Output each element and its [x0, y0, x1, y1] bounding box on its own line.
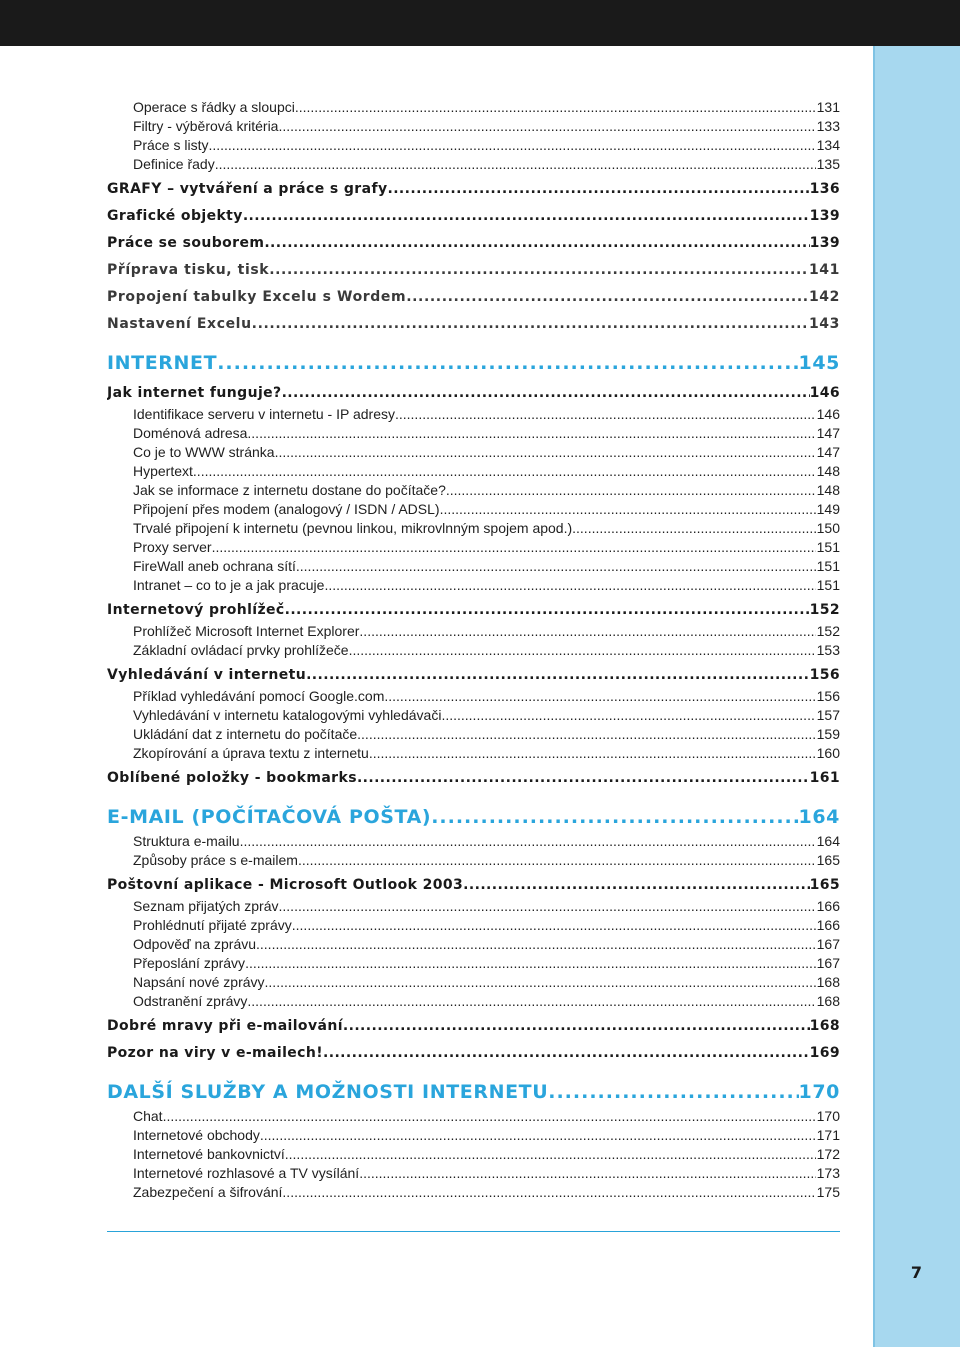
toc-dot-leader — [357, 766, 810, 790]
toc-entry-sub[interactable] — [107, 481, 840, 500]
toc-entry-page: 170 — [816, 1108, 840, 1124]
toc-entry-title: Prohlížeč Microsoft Internet Explorer — [133, 623, 360, 639]
toc-entry-sub[interactable] — [107, 576, 840, 595]
toc-entry-title: Zabezpečení a šifrování — [133, 1184, 283, 1200]
toc-entry-page: 139 — [810, 231, 840, 255]
toc-dot-leader — [163, 1107, 816, 1126]
toc-entry-title: Struktura e-mailu — [133, 833, 240, 849]
toc-entry-page: 172 — [816, 1146, 840, 1162]
toc-dot-leader — [247, 992, 815, 1011]
toc-entry-big[interactable] — [107, 348, 840, 378]
toc-entry-page: 167 — [816, 955, 840, 971]
toc-entry-page: 136 — [810, 177, 840, 201]
toc-entry-sub[interactable] — [107, 725, 840, 744]
toc-entry-page: 153 — [816, 642, 840, 658]
toc-dot-leader — [359, 1164, 815, 1183]
toc-entry-page: 173 — [816, 1165, 840, 1181]
toc-entry-title: Jak internet funguje? — [107, 381, 282, 405]
toc-entry-title: Zkopírování a úprava textu z internetu — [133, 745, 369, 761]
toc-entry-sub[interactable] — [107, 744, 840, 763]
toc-entry-page: 165 — [810, 873, 840, 897]
toc-entry-title: GRAFY – vytváření a práce s grafy — [107, 177, 387, 201]
toc-entry-sec[interactable] — [107, 231, 840, 255]
toc-entry-sec[interactable] — [107, 204, 840, 228]
toc-entry-page: 133 — [816, 118, 840, 134]
toc-dot-leader — [298, 851, 816, 870]
toc-dot-leader — [296, 557, 816, 576]
toc-entry-title: Internetové obchody — [133, 1127, 260, 1143]
toc-entry-title: Práce se souborem — [107, 231, 264, 255]
toc-entry-sec[interactable] — [107, 312, 840, 336]
toc-entry-title: Grafické objekty — [107, 204, 243, 228]
toc-entry-sec[interactable] — [107, 598, 840, 622]
toc-dot-leader — [279, 897, 816, 916]
toc-entry-sub[interactable] — [107, 706, 840, 725]
toc-entry-sec[interactable] — [107, 285, 840, 309]
toc-dot-leader — [260, 1126, 816, 1145]
toc-dot-leader — [440, 500, 816, 519]
toc-dot-leader — [357, 725, 815, 744]
toc-dot-leader — [406, 285, 809, 309]
toc-entry-big[interactable] — [107, 802, 840, 832]
toc-entry-title: Nastavení Excelu — [107, 312, 252, 336]
toc-entry-page: 147 — [816, 444, 840, 460]
toc-entry-title: Identifikace serveru v internetu - IP adresy — [133, 406, 395, 422]
toc-entry-sec[interactable] — [107, 663, 840, 687]
toc-entry-title: Internetové rozhlasové a TV vysílání — [133, 1165, 360, 1181]
toc-dot-leader — [323, 1041, 810, 1065]
toc-dot-leader — [247, 424, 815, 443]
toc-dot-leader — [395, 405, 816, 424]
toc-entry-page: 166 — [816, 898, 840, 914]
toc-entry-sub[interactable] — [107, 832, 840, 851]
toc-entry-title: Práce s listy — [133, 137, 209, 153]
toc-dot-leader — [264, 231, 809, 255]
toc-entry-page: 168 — [816, 993, 840, 1009]
toc-entry-page: 149 — [816, 501, 840, 517]
toc-dot-leader — [463, 873, 809, 897]
toc-dot-leader — [285, 1145, 816, 1164]
toc-entry-title: Doménová adresa — [133, 425, 248, 441]
toc-entry-page: 151 — [816, 539, 840, 555]
toc-entry-page: 148 — [816, 463, 840, 479]
toc-dot-leader — [387, 177, 809, 201]
toc-entry-title: Chat — [133, 1108, 163, 1124]
toc-entry-sub[interactable] — [107, 897, 840, 916]
toc-entry-title: Oblíbené položky - bookmarks — [107, 766, 357, 790]
toc-entry-page: 169 — [810, 1041, 840, 1065]
toc-dot-leader — [548, 1077, 798, 1107]
toc-entry-sub[interactable] — [107, 973, 840, 992]
toc-entry-page: 168 — [816, 974, 840, 990]
toc-entry-page: 146 — [816, 406, 840, 422]
toc-entry-title: Prohlédnutí přijaté zprávy — [133, 917, 292, 933]
toc-dot-leader — [349, 641, 816, 660]
toc-entry-title: Internetové bankovnictví — [133, 1146, 285, 1162]
toc-entry-sub[interactable] — [107, 935, 840, 954]
toc-entry-title: Připojení přes modem (analogový / ISDN / ADSL) — [133, 501, 440, 517]
toc-entry-sub[interactable] — [107, 500, 840, 519]
toc-entry-sub[interactable] — [107, 538, 840, 557]
toc-entry-title: Trvalé připojení k internetu (pevnou linkou, mikrovlnným spojem apod.) — [133, 520, 573, 536]
toc-entry-page: 168 — [810, 1014, 840, 1038]
toc-entry-title: INTERNET — [107, 348, 217, 378]
toc-entry-sec[interactable] — [107, 177, 840, 201]
toc-entry-sub[interactable] — [107, 557, 840, 576]
toc-entry-title: Dobré mravy při e-mailování — [107, 1014, 343, 1038]
toc-dot-leader — [243, 204, 810, 228]
toc-entry-sub[interactable] — [107, 851, 840, 870]
toc-dot-leader — [212, 538, 816, 557]
toc-entry-title: Definice řady — [133, 156, 215, 172]
toc-entry-title: Základní ovládací prvky prohlížeče — [133, 642, 349, 658]
toc-entry-page: 171 — [816, 1127, 840, 1143]
toc-entry-page: 159 — [816, 726, 840, 742]
toc-entry-title: Způsoby práce s e-mailem — [133, 852, 298, 868]
toc-dot-leader — [292, 916, 816, 935]
toc-dot-leader — [245, 954, 816, 973]
toc-entry-title: Odstranění zprávy — [133, 993, 248, 1009]
toc-entry-title: Co je to WWW stránka — [133, 444, 275, 460]
toc-entry-page: 131 — [816, 99, 840, 115]
toc-dot-leader — [265, 973, 816, 992]
toc-entry-sub[interactable] — [107, 687, 840, 706]
toc-entry-sec[interactable] — [107, 258, 840, 282]
toc-entry-page: 175 — [816, 1184, 840, 1200]
toc-dot-leader — [256, 935, 816, 954]
toc-entry-sub[interactable] — [107, 1183, 840, 1202]
toc-entry-sub[interactable] — [107, 641, 840, 660]
toc-dot-leader — [269, 258, 809, 282]
toc-entry-title: FireWall aneb ochrana sítí — [133, 558, 296, 574]
toc-dot-leader — [369, 744, 816, 763]
toc-entry-page: 152 — [816, 623, 840, 639]
toc-entry-sub[interactable] — [107, 622, 840, 641]
toc-entry-title: Vyhledávání v internetu katalogovými vyhledávači — [133, 707, 442, 723]
toc-dot-leader — [359, 622, 815, 641]
toc-entry-page: 156 — [810, 663, 840, 687]
toc-entry-sub[interactable] — [107, 992, 840, 1011]
toc-entry-page: 151 — [816, 577, 840, 593]
toc-entry-page: 161 — [810, 766, 840, 790]
toc-entry-sub[interactable] — [107, 136, 840, 155]
toc-entry-page: 143 — [809, 312, 840, 336]
toc-entry-title: Poštovní aplikace - Microsoft Outlook 2003 — [107, 873, 463, 897]
toc-entry-sub[interactable] — [107, 1126, 840, 1145]
toc-entry-title: Pozor na viry v e-mailech! — [107, 1041, 323, 1065]
toc-entry-page: 134 — [816, 137, 840, 153]
toc-dot-leader — [441, 706, 815, 725]
toc-entry-sub[interactable] — [107, 424, 840, 443]
toc-entry-title: Vyhledávání v internetu — [107, 663, 306, 687]
toc-entry-title: Hypertext — [133, 463, 193, 479]
toc-dot-leader — [343, 1014, 810, 1038]
toc-entry-sub[interactable] — [107, 98, 840, 117]
toc-dot-leader — [193, 462, 816, 481]
toc-entry-title: Proxy server — [133, 539, 212, 555]
toc-entry-title: DALŠÍ SLUŽBY A MOŽNOSTI INTERNETU — [107, 1077, 548, 1107]
toc-entry-page: 139 — [810, 204, 840, 228]
toc-entry-page: 167 — [816, 936, 840, 952]
toc-dot-leader — [240, 832, 816, 851]
toc-entry-title: E-MAIL (POČÍTAČOVÁ POŠTA) — [107, 802, 431, 832]
toc-dot-leader — [446, 481, 816, 500]
toc-entry-page: 151 — [816, 558, 840, 574]
toc-dot-leader — [217, 348, 798, 378]
toc-dot-leader — [285, 598, 810, 622]
toc-entry-title: Operace s řádky a sloupci — [133, 99, 295, 115]
toc-entry-sec[interactable] — [107, 1014, 840, 1038]
toc-entry-title: Jak se informace z internetu dostane do počítače? — [133, 482, 446, 498]
toc-entry-page: 148 — [816, 482, 840, 498]
toc-entry-page: 141 — [809, 258, 840, 282]
toc-entry-title: Ukládání dat z internetu do počítače — [133, 726, 358, 742]
toc-entry-page: 147 — [816, 425, 840, 441]
toc-entry-page: 152 — [810, 598, 840, 622]
toc-entry-sec[interactable] — [107, 381, 840, 405]
toc-entry-title: Intranet – co to je a jak pracuje — [133, 577, 325, 593]
bottom-divider — [107, 1231, 840, 1232]
toc-dot-leader — [252, 312, 809, 336]
table-of-contents — [107, 98, 840, 1202]
toc-dot-leader — [324, 576, 815, 595]
toc-dot-leader — [306, 663, 809, 687]
toc-dot-leader — [278, 117, 815, 136]
toc-entry-sub[interactable] — [107, 1107, 840, 1126]
toc-entry-sub[interactable] — [107, 462, 840, 481]
toc-entry-page: 146 — [810, 381, 840, 405]
toc-entry-sub[interactable] — [107, 117, 840, 136]
toc-dot-leader — [431, 802, 798, 832]
toc-entry-sub[interactable] — [107, 443, 840, 462]
toc-entry-sec[interactable] — [107, 766, 840, 790]
toc-entry-sub[interactable] — [107, 155, 840, 174]
toc-entry-sub[interactable] — [107, 519, 840, 538]
toc-entry-sec[interactable] — [107, 1041, 840, 1065]
toc-entry-sub[interactable] — [107, 954, 840, 973]
top-black-bar — [0, 0, 960, 46]
toc-dot-leader — [282, 381, 810, 405]
toc-entry-sub[interactable] — [107, 916, 840, 935]
toc-dot-leader — [215, 155, 816, 174]
toc-entry-title: Filtry - výběrová kritéria — [133, 118, 279, 134]
toc-entry-big[interactable] — [107, 1077, 840, 1107]
toc-dot-leader — [572, 519, 816, 538]
toc-entry-page: 164 — [816, 833, 840, 849]
toc-entry-page: 135 — [816, 156, 840, 172]
toc-entry-title: Odpověď na zprávu — [133, 936, 257, 952]
toc-entry-title: Internetový prohlížeč — [107, 598, 285, 622]
toc-entry-page: 156 — [816, 688, 840, 704]
page-number: 7 — [910, 1263, 923, 1282]
toc-dot-leader — [208, 136, 815, 155]
toc-entry-title: Příprava tisku, tisk — [107, 258, 269, 282]
toc-entry-sec[interactable] — [107, 873, 840, 897]
toc-entry-page: 150 — [816, 520, 840, 536]
toc-dot-leader — [384, 687, 815, 706]
toc-entry-page: 164 — [799, 802, 840, 832]
toc-entry-page: 145 — [799, 348, 840, 378]
toc-dot-leader — [282, 1183, 815, 1202]
toc-entry-page: 165 — [816, 852, 840, 868]
toc-entry-title: Příklad vyhledávání pomocí Google.com — [133, 688, 385, 704]
toc-entry-title: Propojení tabulky Excelu s Wordem — [107, 285, 406, 309]
toc-entry-sub[interactable] — [107, 1145, 840, 1164]
toc-entry-page: 160 — [816, 745, 840, 761]
toc-entry-sub[interactable] — [107, 1164, 840, 1183]
toc-entry-page: 166 — [816, 917, 840, 933]
toc-dot-leader — [295, 98, 816, 117]
toc-entry-title: Přeposlání zprávy — [133, 955, 246, 971]
toc-entry-page: 170 — [799, 1077, 840, 1107]
toc-entry-title: Seznam přijatých zpráv — [133, 898, 279, 914]
toc-dot-leader — [275, 443, 816, 462]
toc-entry-page: 157 — [816, 707, 840, 723]
toc-entry-page: 142 — [809, 285, 840, 309]
toc-entry-title: Napsání nové zprávy — [133, 974, 265, 990]
toc-entry-sub[interactable] — [107, 405, 840, 424]
right-sidebar-strip — [873, 46, 960, 1347]
